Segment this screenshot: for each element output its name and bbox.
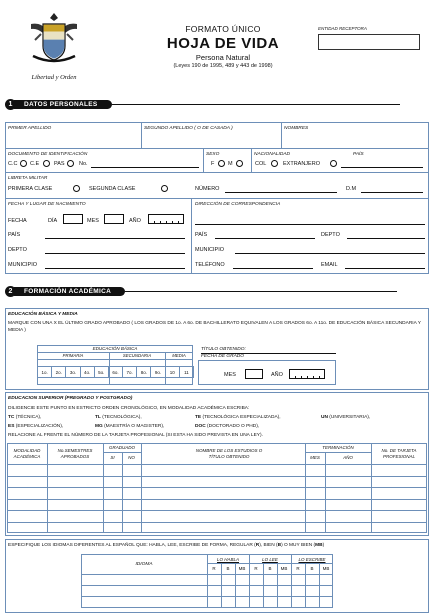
- nac-ext-label: EXTRANJERO: [283, 161, 320, 167]
- doc-cc-radio[interactable]: [20, 160, 27, 167]
- skill-level-header: R: [296, 566, 300, 571]
- row-divider: [5, 172, 429, 173]
- fecha-lugar-label: FECHA Y LUGAR DE NACIMIENTO: [8, 202, 86, 207]
- col-divider: [207, 554, 208, 608]
- entity-label: ENTIDAD RECEPTORA: [318, 26, 367, 31]
- idiomas-instructions: ESPECIFIQUE LOS IDIOMAS DIFERENTES AL ESPAÑOL QUE: HABLA, LEE, ESCRIBE DE FORMA, REGULAR (R), BIEN (B) O MUY BIEN (MB): [8, 543, 325, 548]
- col-divider: [203, 148, 204, 172]
- doc-id-label: DOCUMENTO DE IDENTIFICACIÓN: [8, 152, 88, 157]
- mod-mg: MG (MAESTRÍA O MAGISTER),: [95, 424, 165, 429]
- form-title: [143, 24, 303, 69]
- fecha-grado-label: FECHA DE GRADO: [201, 354, 244, 359]
- ano-label: AÑO: [129, 218, 141, 224]
- grado-cell[interactable]: 11: [179, 366, 194, 378]
- segundo-apellido-label: SEGUNDO APELLIDO ( O DE CASADA ): [144, 126, 233, 131]
- pais-corr-label: PAÍS: [195, 232, 208, 238]
- title-line-3: Persona Natural: [195, 53, 251, 62]
- year-digit-tick: [178, 221, 179, 224]
- col-si-header: SI: [110, 455, 115, 460]
- skill-subdivider: [207, 563, 333, 564]
- sexo-f-radio[interactable]: [218, 160, 225, 167]
- municipio-nac-label: MUNICIPIO: [8, 262, 38, 268]
- col-no-header: NO: [128, 455, 135, 460]
- libreta-number-field[interactable]: [225, 192, 337, 193]
- doc-ce-radio[interactable]: [43, 160, 50, 167]
- grado-cell[interactable]: 3o.: [65, 366, 80, 378]
- dia-field[interactable]: [63, 214, 83, 224]
- col-divider: [191, 198, 192, 274]
- depto-corr-field[interactable]: [347, 238, 425, 239]
- email-field[interactable]: [345, 268, 425, 269]
- skill-level-header: MB: [322, 566, 330, 571]
- skill-level-header: MB: [238, 566, 246, 571]
- titulo-obtenido-label: TÍTULO OBTENIDO:: [201, 347, 246, 352]
- mes-field[interactable]: [104, 214, 124, 224]
- col-nombre-header: NOMBRE DE LOS ESTUDIOS O TÍTULO OBTENIDO: [195, 448, 263, 459]
- grado-cell[interactable]: 6o.: [108, 366, 123, 378]
- table-row[interactable]: [8, 477, 426, 488]
- col-divider: [251, 148, 252, 172]
- municipio-corr-label: MUNICIPIO: [195, 247, 225, 253]
- grado-cell[interactable]: 2o.: [51, 366, 66, 378]
- fecha-grado-ano-field[interactable]: [289, 369, 325, 379]
- mod-doc: DOC (DOCTORADO O PHD),: [195, 424, 260, 429]
- lo-escribe-header: LO ESCRIBE: [298, 557, 326, 562]
- col-semestres-header: No.SEMESTRES APROBADOS: [57, 448, 93, 459]
- mod-tl: TL (TECNOLÓGICA),: [95, 415, 142, 420]
- title-line-2: HOJA DE VIDA: [166, 35, 280, 52]
- segunda-clase-radio[interactable]: [161, 185, 168, 192]
- telefono-label: TELÉFONO: [195, 262, 225, 268]
- col-idioma-header: IDIOMA: [135, 562, 153, 567]
- relacione-text: RELACIONE AL FRENTE EL NÚMERO DE LA TARJETA PROFESIONAL (SI ESTA HA SIDO PREVISTA EN UNA LEY).: [8, 433, 263, 438]
- dm-label: D.M: [346, 186, 357, 192]
- doc-ce-label: C.E: [30, 161, 40, 167]
- col-divider: [141, 122, 142, 148]
- libreta-label: LIBRETA MILITAR: [8, 176, 48, 181]
- skill-level-header: R: [212, 566, 216, 571]
- year-digit-tick: [154, 221, 155, 224]
- depto-corr-label: DEPTO: [321, 232, 340, 238]
- grado-cell[interactable]: 10: [165, 366, 180, 378]
- doc-cc-label: C.C: [8, 161, 18, 167]
- table-row[interactable]: [8, 465, 426, 476]
- lo-lee-header: LO LEE: [262, 557, 278, 562]
- sexo-m-radio[interactable]: [236, 160, 243, 167]
- grados-box: [37, 345, 193, 385]
- grado-cell[interactable]: 8o.: [136, 366, 151, 378]
- municipio-nac-field[interactable]: [45, 268, 185, 269]
- nac-ext-radio[interactable]: [330, 160, 337, 167]
- col-tarjeta-header: No. DE TARJETA PROFESIONAL: [381, 448, 417, 459]
- col-divider: [249, 554, 250, 608]
- fecha-grado-mes-label: MES: [224, 372, 236, 378]
- sexo-m-label: M: [228, 161, 233, 167]
- section-divider: [112, 104, 400, 105]
- numero-label: NÚMERO: [195, 186, 220, 192]
- depto-nac-field[interactable]: [45, 253, 185, 254]
- col-mes-header: MES: [310, 455, 320, 460]
- row-divider: [37, 359, 193, 360]
- primera-clase-radio[interactable]: [73, 185, 80, 192]
- nombres-label: NOMBRES: [284, 126, 309, 131]
- doc-number-field[interactable]: [91, 167, 199, 168]
- section-2-header: [5, 286, 397, 297]
- col-graduado-header: GRADUADO: [108, 445, 135, 450]
- pais-label: PAÍS: [353, 152, 364, 157]
- grado-cell[interactable]: 5o.: [94, 366, 109, 378]
- sexo-label: SEXO: [206, 152, 220, 157]
- primaria-label: PRIMARIA: [62, 353, 84, 358]
- year-digit-tick: [166, 221, 167, 224]
- section-1-title: DATOS PERSONALES: [14, 100, 112, 109]
- grado-cell[interactable]: 4o.: [80, 366, 95, 378]
- section-divider: [125, 291, 397, 292]
- basica-instructions: MARQUE CON UNA X EL ÚLTIMO GRADO APROBADO ( LOS GRADOS DE 1o. A 6o. DE BACHILLERATO EQUIVALEN A LOS GRADOS 6o. A 11o. DE EDUCACIÓN BÁSICA SECUNDARIA Y MEDIA ): [8, 321, 421, 333]
- grado-cell[interactable]: 1o.: [37, 366, 52, 378]
- logo-caption: Libertad y Orden: [31, 74, 77, 81]
- year-digit-tick: [172, 221, 173, 224]
- superior-title: EDUCACION SUPERIOR (PREGRADO Y POSTGRADO): [8, 396, 133, 401]
- dia-label: DÍA: [48, 218, 58, 224]
- skill-level-header: R: [254, 566, 258, 571]
- mod-te: TE (TECNOLÓGICA ESPECIALIZADA),: [195, 415, 281, 420]
- fecha-label: FECHA: [8, 218, 27, 224]
- year-digit-tick: [160, 221, 161, 224]
- title-line-1: FORMATO ÚNICO: [185, 24, 261, 34]
- basica-header: EDUCACIÓN BÁSICA: [92, 346, 138, 351]
- grado-cell[interactable]: 9o.: [150, 366, 165, 378]
- table-row[interactable]: [8, 488, 426, 499]
- section-1-number: 1: [5, 99, 16, 110]
- dir-corr-label: DIRECCIÓN DE CORRESPONDENCIA: [195, 202, 281, 207]
- pais-corr-field[interactable]: [215, 238, 315, 239]
- section-2-number: 2: [5, 286, 16, 297]
- nac-col-radio[interactable]: [271, 160, 278, 167]
- secundaria-label: SECUNDARIA: [122, 353, 152, 358]
- col-terminacion-header: TERMINACIÓN: [322, 445, 354, 450]
- grado-cell[interactable]: 7o.: [122, 366, 137, 378]
- table-row[interactable]: [8, 500, 426, 511]
- pais-nac-field[interactable]: [45, 238, 185, 239]
- segunda-clase-label: SEGUNDA CLASE: [89, 186, 136, 192]
- pais-nac-label: PAÍS: [8, 232, 21, 238]
- primera-clase-label: PRIMERA CLASE: [8, 186, 53, 192]
- mod-es: ES (ESPECIALIZACIÓN),: [8, 424, 64, 429]
- dm-field[interactable]: [361, 192, 423, 193]
- superior-instructions: DILIGENCIE ESTE PUNTO EN ESTRICTO ORDEN CRONOLÓGICO, EN MODALIDAD ACADÉMICA ESCRIBA:: [8, 406, 250, 411]
- basica-title: EDUCACIÓN BÁSICA Y MEDIA: [8, 312, 78, 317]
- fecha-grado-mes-field[interactable]: [245, 369, 263, 379]
- doc-no-label: No.: [79, 161, 88, 167]
- terminacion-subdivider: [305, 452, 371, 453]
- title-line-4: (Leyes 190 de 1995, 489 y 443 de 1998): [173, 63, 273, 69]
- row-divider: [5, 198, 429, 199]
- email-label: EMAIL: [321, 262, 338, 268]
- skill-level-header: B: [268, 566, 272, 571]
- nacionalidad-label: NACIONALIDAD: [254, 152, 290, 157]
- skill-level-header: B: [226, 566, 230, 571]
- mod-tc: TC (TÉCNICA),: [8, 415, 42, 420]
- table-row[interactable]: [8, 523, 426, 534]
- section-1-header: [5, 99, 400, 110]
- depto-nac-label: DEPTO: [8, 247, 27, 253]
- row-divider: [5, 148, 429, 149]
- colombia-coat-of-arms-icon: [25, 10, 83, 68]
- table-row[interactable]: [8, 511, 426, 522]
- sexo-f-label: F: [211, 161, 215, 167]
- col-divider: [281, 122, 282, 148]
- mes-label: MES: [87, 218, 99, 224]
- pais-field[interactable]: [341, 167, 423, 168]
- skill-level-header: MB: [280, 566, 288, 571]
- skill-level-header: B: [310, 566, 314, 571]
- fecha-grado-ano-label: AÑO: [271, 372, 283, 378]
- direccion-field[interactable]: [195, 224, 425, 225]
- form-page: [3, 2, 431, 614]
- mod-un: UN (UNIVERSITARIA),: [321, 415, 371, 420]
- col-ano-header: AÑO: [343, 455, 353, 460]
- municipio-corr-field[interactable]: [235, 253, 425, 254]
- nac-col-label: COL: [255, 161, 267, 167]
- col-modalidad-header: MODALIDAD ACADÉMICA: [13, 448, 41, 459]
- telefono-field[interactable]: [233, 268, 313, 269]
- lo-habla-header: LO HABLA: [216, 557, 239, 562]
- media-label: MEDIA: [172, 353, 186, 358]
- entity-input-box[interactable]: [318, 34, 420, 50]
- section-2-title: FORMACIÓN ACADÉMICA: [14, 287, 125, 296]
- form-header: [3, 2, 431, 94]
- col-divider: [291, 554, 292, 608]
- doc-pas-radio[interactable]: [67, 160, 74, 167]
- primer-apellido-label: PRIMER APELLIDO: [8, 126, 52, 131]
- doc-pas-label: PAS: [54, 161, 65, 167]
